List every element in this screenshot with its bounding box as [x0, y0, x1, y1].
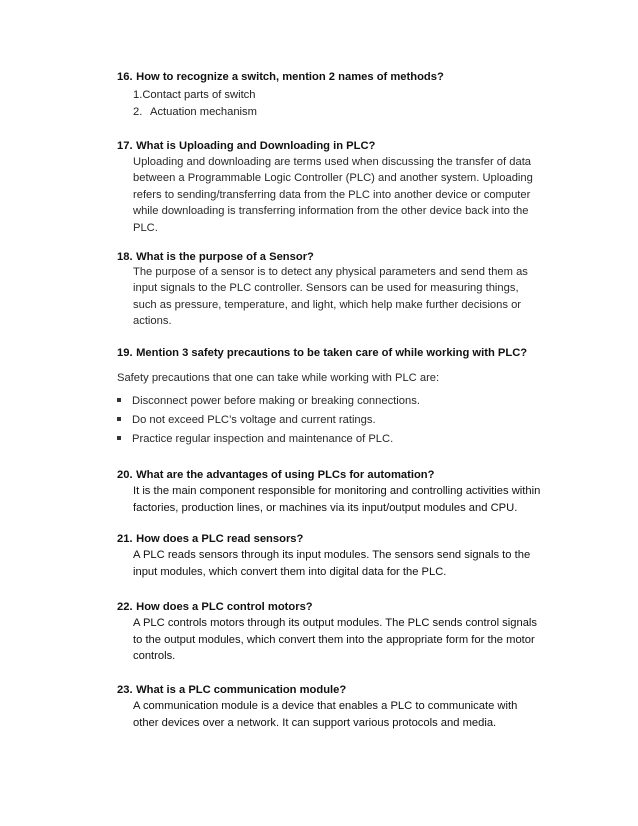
question-19-bullet — [117, 394, 420, 409]
question-19-bullet — [117, 413, 376, 428]
question-16-item-2-number: 2. — [133, 106, 143, 118]
question-17-heading — [117, 139, 547, 154]
question-19-bullet — [117, 432, 393, 447]
question-number: 19. — [117, 347, 133, 359]
question-number: 21. — [117, 533, 133, 545]
question-20-heading — [117, 468, 547, 483]
question-21-answer: A PLC reads sensors through its input modules. The sensors send signals to the input modules, which convert them into digital data for the PLC. — [133, 549, 531, 578]
question-title: How does a PLC read sensors? — [136, 533, 304, 545]
bullet-text: Practice regular inspection and maintenance of PLC. — [132, 433, 394, 445]
question-number: 18. — [117, 251, 133, 263]
question-21-heading — [117, 532, 547, 547]
question-18-answer: The purpose of a sensor is to detect any physical parameters and send them as input signals to the PLC controller. Sensors can be used for measuring things, such as pressure, temperature, and light, which help make further decisions or actions. — [133, 266, 528, 328]
question-22-heading — [117, 600, 547, 615]
question-23-answer: A communication module is a device that enables a PLC to communicate with other devices over a network. It can support various protocols and media. — [133, 700, 518, 729]
question-23-heading — [117, 683, 547, 698]
bullet-text: Do not exceed PLC’s voltage and current ratings. — [132, 414, 376, 426]
question-title: How does a PLC control motors? — [136, 601, 313, 613]
question-title: What is Uploading and Downloading in PLC? — [136, 140, 376, 152]
bullet-marker — [117, 417, 121, 421]
question-title: Mention 3 safety precautions to be taken care of while working with PLC? — [136, 347, 528, 359]
question-19-heading — [117, 346, 547, 361]
question-16-item-2-text: Actuation mechanism — [150, 106, 257, 118]
question-title: What is a PLC communication module? — [136, 684, 347, 696]
question-title: What are the advantages of using PLCs for automation? — [136, 469, 435, 481]
bullet-text: Disconnect power before making or breaking connections. — [132, 395, 420, 407]
bullet-marker — [117, 436, 121, 440]
question-number: 20. — [117, 469, 133, 481]
question-22-answer: A PLC controls motors through its output modules. The PLC sends control signals to the output modules, which convert them into the appropriate form for the motor controls. — [133, 617, 537, 663]
question-17-answer: Uploading and downloading are terms used when discussing the transfer of data between a Programmable Logic Controller (PLC) and another system. Uploading refers to sending/transferring data from the PLC into another device or computer while downloading is transferring information from the other device back into the PLC. — [133, 156, 533, 234]
question-16-item-1: 1.Contact parts of switch — [133, 89, 256, 101]
question-19-intro: Safety precautions that one can take while working with PLC are: — [117, 372, 440, 384]
question-number: 16. — [117, 71, 133, 83]
question-title: How to recognize a switch, mention 2 names of methods? — [136, 71, 444, 83]
bullet-marker — [117, 398, 121, 402]
question-number: 17. — [117, 140, 133, 152]
question-title: What is the purpose of a Sensor? — [136, 251, 314, 263]
question-number: 22. — [117, 601, 133, 613]
question-16-heading — [117, 70, 547, 85]
question-20-answer: It is the main component responsible for monitoring and controlling activities within factories, production lines, or machines via its input/output modules and CPU. — [133, 485, 541, 514]
question-number: 23. — [117, 684, 133, 696]
question-18-heading — [117, 250, 547, 265]
